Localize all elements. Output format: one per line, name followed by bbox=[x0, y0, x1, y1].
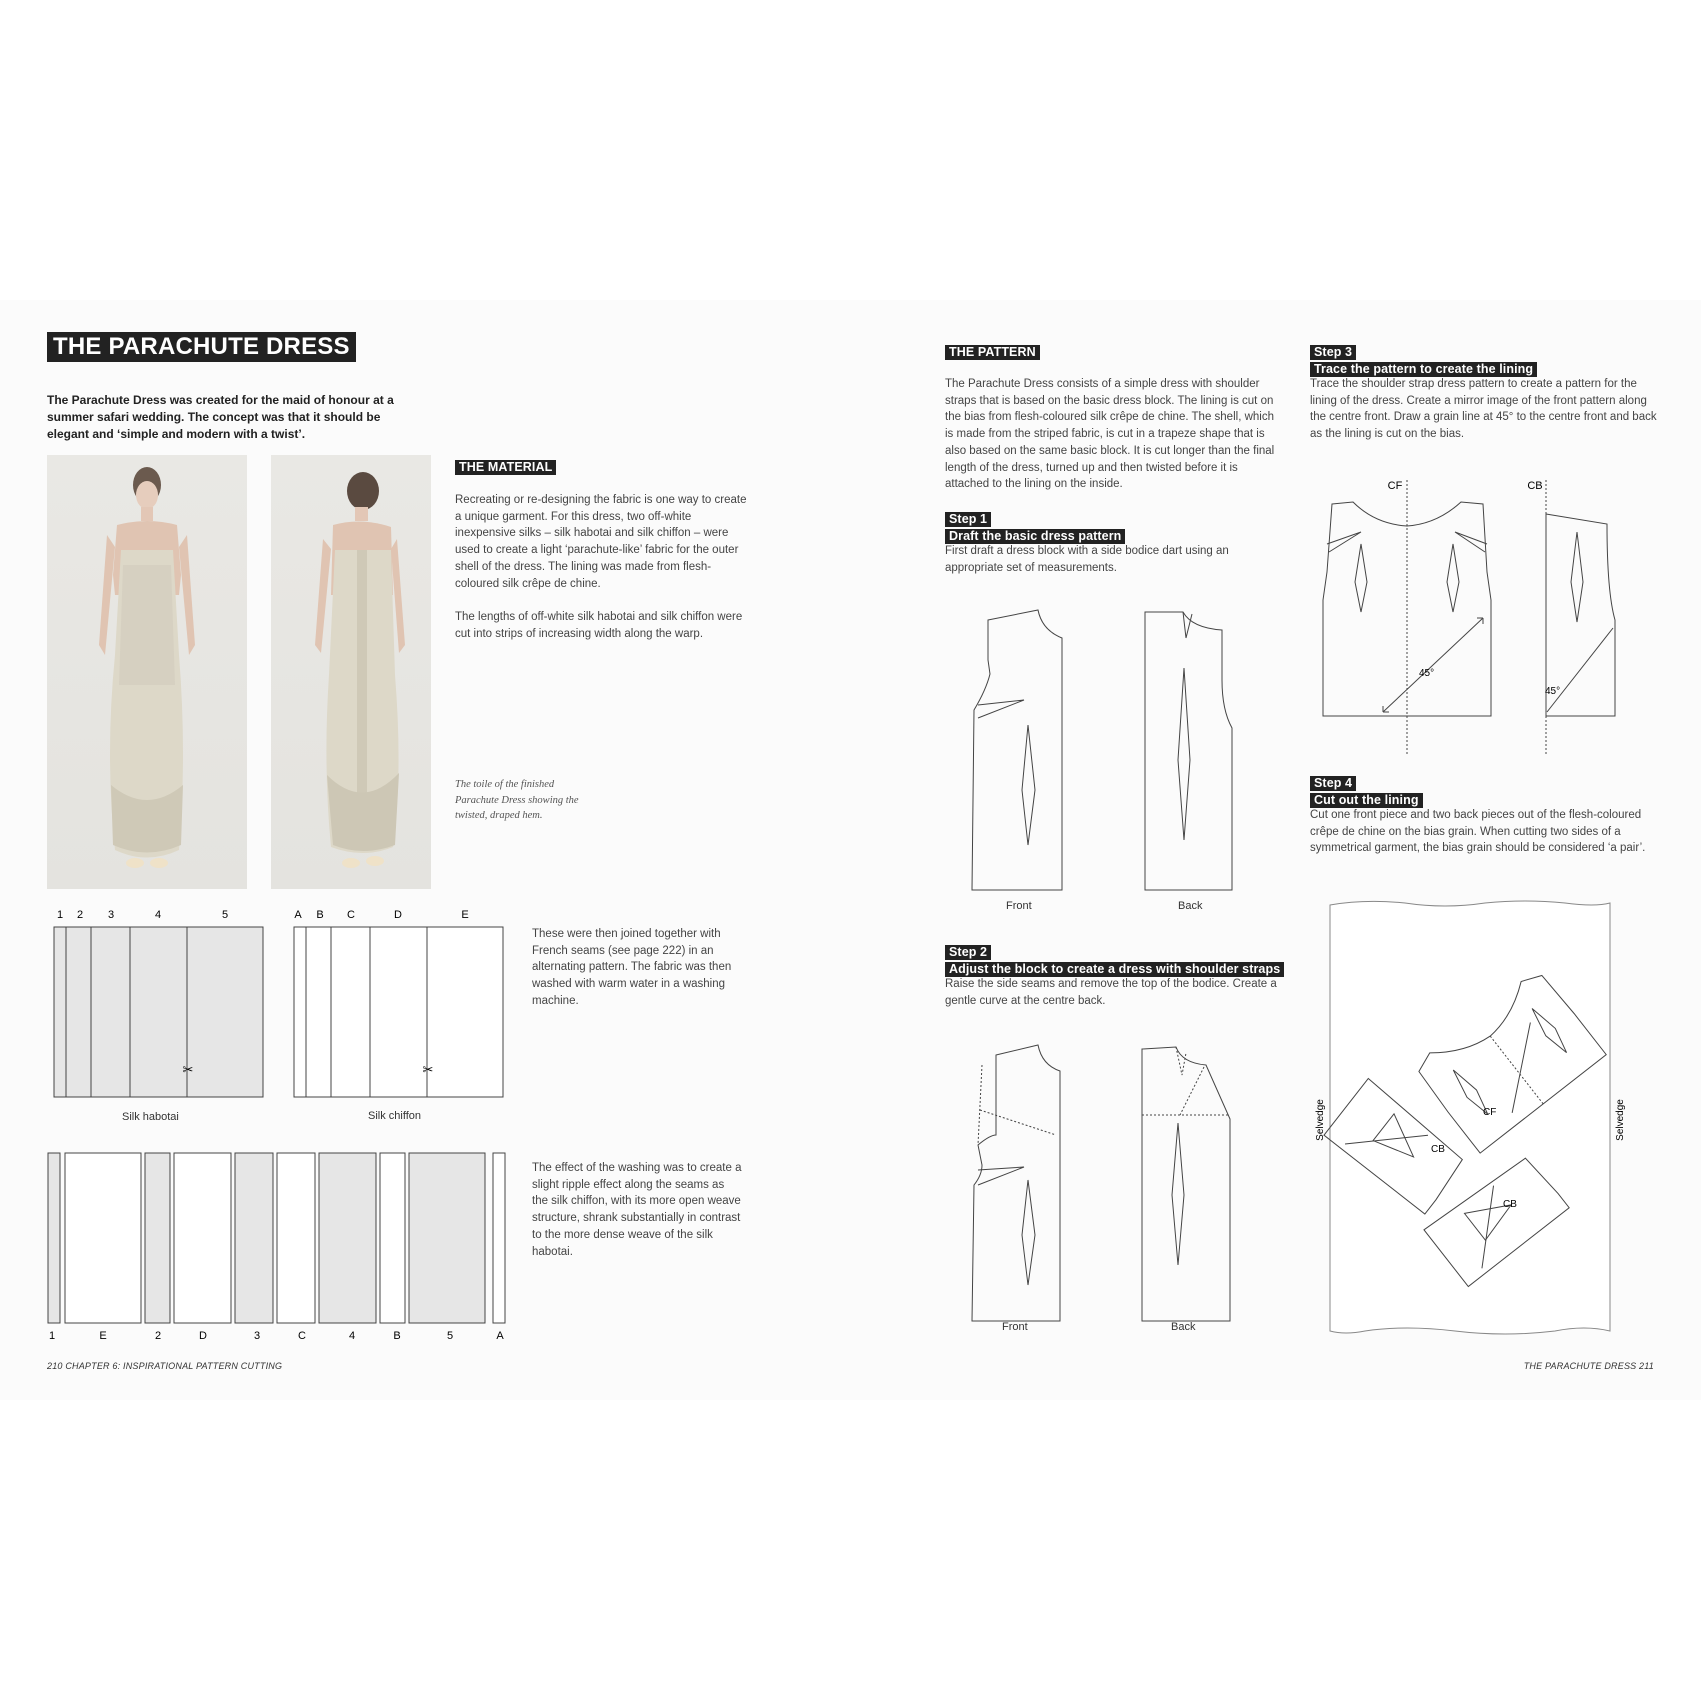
alternating-strips-diagram bbox=[46, 1150, 516, 1345]
step1-front-label: Front bbox=[1006, 900, 1032, 912]
joined-text: These were then joined together with French seams (see page 222) in an alternating pattern. The fabric was then washed with warm water in a washing machine. bbox=[532, 928, 732, 1007]
selvedge-left: Selvedge bbox=[1315, 1099, 1326, 1141]
step4-tag: Step 4 bbox=[1310, 776, 1356, 791]
strip-label: 5 bbox=[446, 1330, 454, 1342]
step3-tag: Step 3 bbox=[1310, 345, 1356, 360]
chiffon-letter: E bbox=[461, 909, 469, 921]
step2-front-label: Front bbox=[1002, 1321, 1028, 1333]
layout-cf-label: CF bbox=[1483, 1107, 1497, 1118]
strip-label: A bbox=[496, 1330, 504, 1342]
selvedge-right: Selvedge bbox=[1615, 1099, 1626, 1141]
strip-label: D bbox=[199, 1330, 207, 1342]
step1-text: First draft a dress block with a side bodice dart using an appropriate set of measurements. bbox=[945, 545, 1229, 574]
strip-label: B bbox=[393, 1330, 401, 1342]
strip-label: 3 bbox=[253, 1330, 261, 1342]
step2-back-label: Back bbox=[1171, 1321, 1196, 1333]
step4-cutting-layout bbox=[1305, 895, 1635, 1340]
photo-dress-back bbox=[271, 455, 431, 889]
step3-title: Trace the pattern to create the lining bbox=[1310, 362, 1537, 377]
step3-angle-label-back: 45° bbox=[1545, 686, 1561, 697]
strip-label: 1 bbox=[48, 1330, 56, 1342]
material-paragraph-2: The lengths of off-white silk habotai and silk chiffon were cut into strips of increasing width along the warp. bbox=[455, 611, 743, 640]
step4-title: Cut out the lining bbox=[1310, 793, 1423, 808]
scissors-icon: ✂ bbox=[182, 1062, 194, 1077]
silk-habotai-diagram bbox=[50, 905, 270, 1120]
step1-pattern-diagram bbox=[960, 600, 1260, 920]
page-title: THE PARACHUTE DRESS bbox=[47, 332, 356, 362]
washing-text: The effect of the washing was to create a slight ripple effect along the seams as the silk chiffon, with its more open weave structure, shrank substantially in contrast to the more dense weave of the silk habotai. bbox=[532, 1162, 742, 1258]
right-footer: THE PARACHUTE DRESS 211 bbox=[1523, 1361, 1654, 1371]
pattern-heading: THE PATTERN bbox=[945, 345, 1040, 360]
step3-lining-diagram bbox=[1315, 472, 1640, 757]
step1-title: Draft the basic dress pattern bbox=[945, 529, 1125, 544]
silk-chiffon-label: Silk chiffon bbox=[368, 1110, 421, 1122]
step4-text: Cut one front piece and two back pieces out of the flesh-coloured crêpe de chine on the bias grain. When cutting two sides of a symmetrical garment, the bias grain should be considered ‘a pair’. bbox=[1310, 809, 1646, 855]
intro-text: The Parachute Dress was created for the maid of honour at a summer safari wedding. The concept was that it should be elegant and ‘simple and modern with a twist’. bbox=[47, 393, 394, 441]
strip-label: E bbox=[99, 1330, 107, 1342]
habotai-number: 5 bbox=[221, 909, 229, 921]
strip-label: 2 bbox=[154, 1330, 162, 1342]
step3-angle-label: 45° bbox=[1419, 668, 1435, 679]
step3-cb-label: CB bbox=[1527, 480, 1543, 492]
step2-tag: Step 2 bbox=[945, 945, 991, 960]
strip-label: 4 bbox=[348, 1330, 356, 1342]
habotai-number: 3 bbox=[107, 909, 115, 921]
chiffon-letter: B bbox=[316, 909, 324, 921]
material-heading: THE MATERIAL bbox=[455, 460, 556, 475]
step3-text: Trace the shoulder strap dress pattern to create a pattern for the lining of the dress. Create a mirror image of the front pattern along the centre front. Draw a grain line at 45° to the centre front and back as the lining is cut on the bias. bbox=[1310, 378, 1657, 441]
scissors-icon: ✂ bbox=[422, 1062, 434, 1077]
step2-pattern-diagram bbox=[960, 1035, 1260, 1335]
silk-habotai-label: Silk habotai bbox=[122, 1111, 179, 1123]
silk-chiffon-diagram bbox=[290, 905, 510, 1120]
layout-cb-label-2: CB bbox=[1503, 1199, 1517, 1210]
chiffon-letter: D bbox=[394, 909, 402, 921]
habotai-number: 4 bbox=[154, 909, 162, 921]
step2-title: Adjust the block to create a dress with shoulder straps bbox=[945, 962, 1284, 977]
strip-label: C bbox=[298, 1330, 306, 1342]
habotai-number: 2 bbox=[76, 909, 84, 921]
step1-back-label: Back bbox=[1178, 900, 1203, 912]
habotai-number: 1 bbox=[56, 909, 64, 921]
photo-caption: The toile of the finished Parachute Dress showing the twisted, draped hem. bbox=[455, 779, 579, 821]
chiffon-letter: A bbox=[294, 909, 302, 921]
left-footer: 210 CHAPTER 6: INSPIRATIONAL PATTERN CUTTING bbox=[47, 1361, 283, 1371]
step3-cf-label: CF bbox=[1387, 480, 1403, 492]
photo-dress-front bbox=[47, 455, 247, 889]
chiffon-letter: C bbox=[347, 909, 355, 921]
step2-text: Raise the side seams and remove the top of the bodice. Create a gentle curve at the centre back. bbox=[945, 978, 1277, 1007]
layout-cb-label: CB bbox=[1431, 1144, 1445, 1155]
material-paragraph-1: Recreating or re-designing the fabric is one way to create a unique garment. For this dress, two off-white inexpensive silks – silk habotai and silk chiffon – were used to create a light ‘parachute-like’ fabric for the outer shell of the dress. The lining was made from flesh-coloured silk crêpe de chine. bbox=[455, 494, 747, 590]
pattern-text: The Parachute Dress consists of a simple dress with shoulder straps that is based on the basic dress block. The lining is cut on the bias from flesh-coloured silk crêpe de chine. The shell, which is made from the striped fabric, is cut in a trapeze shape that is also based on the same basic block. It is cut longer than the final length of the dress, turned up and then twisted before it is attached to the lining on the inside. bbox=[945, 378, 1275, 491]
step1-tag: Step 1 bbox=[945, 512, 991, 527]
